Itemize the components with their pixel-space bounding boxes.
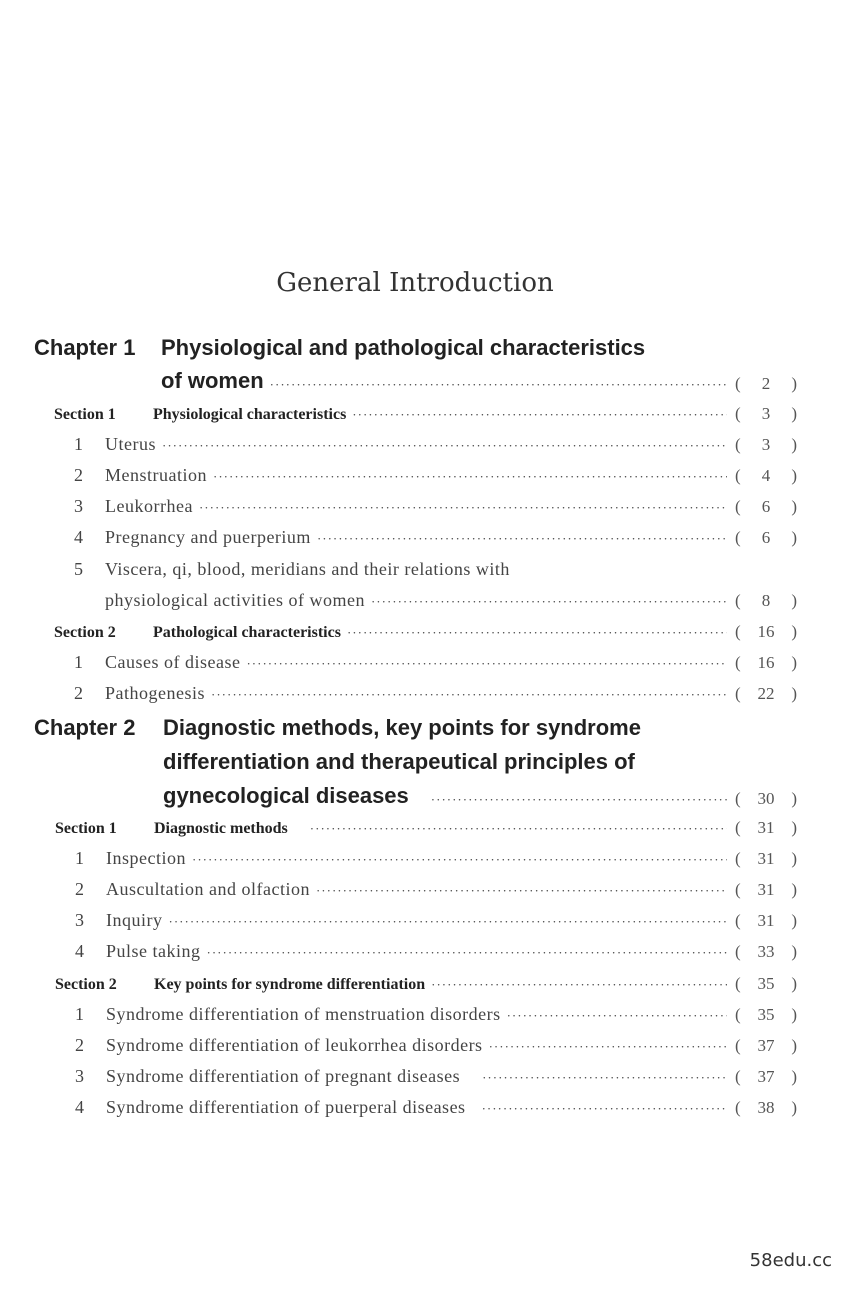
item-title: 4 Pregnancy and puerperium [74,527,311,547]
page-number: ( 6 ) [735,497,797,516]
item-title: 3 Leukorrhea [74,496,193,516]
dot-leader [207,946,728,962]
dot-leader [507,1009,727,1025]
toc-entry-item[interactable] [75,1004,797,1025]
item-title: 1 Inspection [75,848,186,868]
toc-entry-section[interactable] [55,818,797,838]
dot-leader [489,1040,727,1056]
page-number: ( 2 ) [735,374,797,393]
toc-entry-item[interactable] [74,434,797,455]
dot-leader [482,1071,727,1087]
toc-entry-chapter-2[interactable] [163,783,797,809]
toc-entry-item[interactable] [74,652,797,673]
item-title: 4 Pulse taking [75,941,201,961]
toc-entry-item[interactable] [75,1035,797,1056]
page-number: ( 8 ) [735,591,797,610]
toc-entry-item[interactable] [75,879,797,900]
page-number: ( 31 ) [735,818,797,837]
toc-entry-item[interactable] [75,1097,797,1118]
item-title: 2 Menstruation [74,465,207,485]
dot-leader [199,501,727,517]
page-number: ( 16 ) [735,653,797,672]
section-heading: Section 2 Pathological characteristics [54,624,341,641]
toc-entry-item[interactable] [75,941,797,962]
dot-leader [246,657,727,673]
watermark-text: 58edu.cc [749,1250,832,1271]
dot-leader [213,470,727,486]
page-number: ( 31 ) [735,880,797,899]
dot-leader [482,1102,727,1118]
item-title: 1 Causes of disease [74,652,241,672]
toc-entry-section[interactable] [54,622,797,642]
toc-entry-chapter-1[interactable] [161,368,797,394]
item-title: 4 Syndrome differentiation of puerperal diseases [75,1097,466,1117]
item-title: 1 Uterus [74,434,156,454]
chapter-title-line: Diagnostic methods, key points for syndrome [163,715,641,740]
item-title: 3 Inquiry [75,910,163,930]
page-number: ( 6 ) [735,528,797,547]
dot-leader [211,688,727,704]
toc-entry-item[interactable] [74,496,797,517]
page-number: ( 22 ) [735,684,797,703]
toc-entry-item[interactable] [74,527,797,548]
section-heading: Section 1 Physiological characteristics [54,406,347,423]
dot-leader [316,884,727,900]
toc-entry-item[interactable] [75,848,797,869]
section-heading: Section 2 Key points for syndrome differentiation [55,976,426,993]
page-number: ( 33 ) [735,942,797,961]
dot-leader [352,408,727,424]
page-number: ( 31 ) [735,911,797,930]
item-title-continuation: physiological activities of women [105,590,365,610]
toc-entry-item[interactable] [74,683,797,704]
toc-entry-item[interactable] [75,910,797,931]
page-number: ( 35 ) [735,974,797,993]
toc-entry-section[interactable] [54,404,797,424]
dot-leader [371,595,727,611]
dot-leader [270,378,727,394]
page-number: ( 4 ) [735,466,797,485]
toc-entry-item[interactable] [75,1066,797,1087]
chapter-title-line: gynecological diseases [163,783,409,808]
page-number: ( 38 ) [735,1098,797,1117]
page-number: ( 16 ) [735,622,797,641]
chapter-2-heading [34,715,641,741]
page-number: ( 37 ) [735,1036,797,1055]
item-title: 2 Syndrome differentiation of leukorrhea disorders [75,1035,483,1055]
page-number: ( 30 ) [735,789,797,808]
chapter-1-heading [34,335,645,361]
item-title: 2 Pathogenesis [74,683,205,703]
dot-leader [347,626,727,642]
chapter-title-line: of women [161,368,264,393]
item-title: 1 Syndrome differentiation of menstruation disorders [75,1004,501,1024]
dot-leader [169,915,728,931]
dot-leader [431,793,727,809]
toc-entry-item[interactable] [74,465,797,486]
dot-leader [431,978,727,994]
dot-leader [317,532,727,548]
chapter-title-line: differentiation and therapeutical principles of [163,749,635,774]
dot-leader [192,853,727,869]
item-title: 2 Auscultation and olfaction [75,879,310,899]
section-heading: Section 1 Diagnostic methods [55,820,288,837]
item-title: 3 Syndrome differentiation of pregnant diseases [75,1066,461,1086]
page-number: ( 3 ) [735,435,797,454]
page-title: General Introduction [276,268,554,298]
chapter-label: Chapter 1 [34,335,136,360]
dot-leader [162,439,727,455]
item-title[interactable]: 5 Viscera, qi, blood, meridians and their relations with [74,559,510,579]
page-number: ( 3 ) [735,404,797,423]
page-number: ( 35 ) [735,1005,797,1024]
dot-leader [310,822,727,838]
chapter-title-line: Physiological and pathological characteristics [161,335,646,360]
toc-entry-item[interactable] [105,590,797,611]
page-number: ( 37 ) [735,1067,797,1086]
page-number: ( 31 ) [735,849,797,868]
chapter-label: Chapter 2 [34,715,136,740]
toc-entry-section[interactable] [55,974,797,994]
